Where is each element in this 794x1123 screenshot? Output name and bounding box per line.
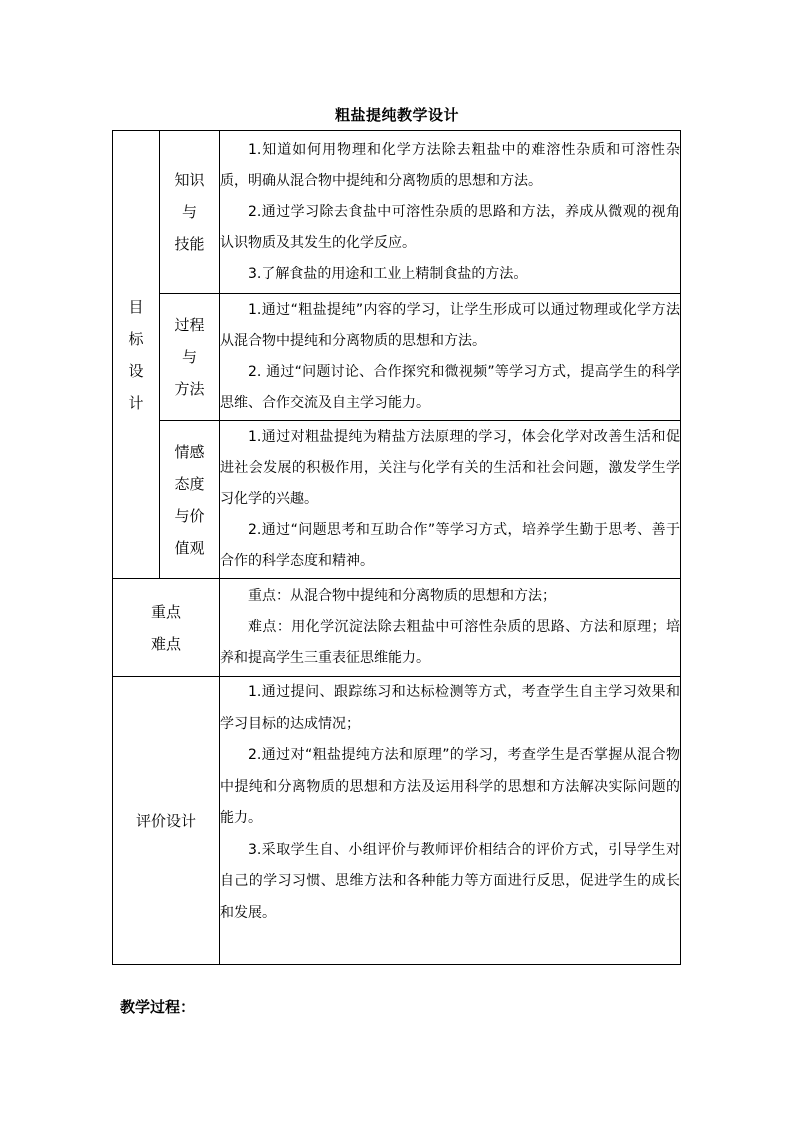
label-line: 态度 xyxy=(174,474,205,493)
goal-label-char: 目 xyxy=(128,297,144,316)
label-line: 过程 xyxy=(174,316,205,334)
knowledge-skills-label xyxy=(160,131,220,294)
paragraph: 1.通过“粗盐提纯”内容的学习，让学生形成可以通过物理或化学方法从混合物中提纯和分离物质的思想和方法。 xyxy=(220,302,680,349)
knowledge-skills-content xyxy=(220,131,681,294)
paragraph: 1.知道如何用物理和化学方法除去粗盐中的难溶性杂质和可溶性杂质，明确从混合物中提纯和分离物质的思想和方法。 xyxy=(220,141,680,189)
emotion-values-label xyxy=(160,421,220,579)
paragraph: 重点：从混合物中提纯和分离物质的思想和方法； xyxy=(248,588,556,604)
paragraph: 难点：用化学沉淀法除去粗盐中可溶性杂质的思路、方法和原理；培养和提高学生三重表征思维能力。 xyxy=(220,619,680,666)
label-line: 技能 xyxy=(174,235,205,253)
goal-label-char: 计 xyxy=(128,393,144,412)
process-method-content xyxy=(220,294,681,421)
paragraph: 3.采取学生自、小组评价与教师评价相结合的评价方式，引导学生对自己的学习习惯、思维方法和各种能力等方面进行反思，促进学生的成长和发展。 xyxy=(220,841,680,921)
paragraph: 2. 通过“问题讨论、合作探究和微视频”等学习方式，提高学生的科学思维、合作交流及自主学习能力。 xyxy=(220,364,680,411)
label-line: 知识 xyxy=(174,171,205,189)
paragraph: 1.通过对粗盐提纯为精盐方法原理的学习，体会化学对改善生活和促进社会发展的积极作用，关注与化学有关的生活和社会问题，激发学生学习化学的兴趣。 xyxy=(220,429,680,507)
evaluation-design-label: 评价设计 xyxy=(113,677,220,965)
document-title: 粗盐提纯教学设计 xyxy=(334,106,459,124)
paragraph: 2.通过学习除去食盐中可溶性杂质的思路和方法，养成从微观的视角认识物质及其发生的化学反应。 xyxy=(220,203,680,251)
label-line: 与 xyxy=(181,203,197,221)
paragraph: 2.通过对“粗盐提纯方法和原理”的学习，考查学生是否掌握从混合物中提纯和分离物质的思想和方法及运用科学的思想和方法解决实际问题的能力。 xyxy=(220,747,680,826)
teaching-design-table xyxy=(112,130,681,965)
key-difficult-points-label xyxy=(113,579,220,677)
process-method-label xyxy=(160,294,220,421)
paragraph: 1.通过提问、跟踪练习和达标检测等方式，考查学生自主学习效果和学习目标的达成情况； xyxy=(220,684,680,732)
key-difficult-points-content xyxy=(220,579,681,677)
emotion-values-content xyxy=(220,421,681,579)
goal-design-label xyxy=(113,131,160,579)
label-line: 方法 xyxy=(174,380,205,398)
label-line: 与 xyxy=(181,348,197,366)
label-line: 重点 xyxy=(150,602,181,621)
label-line: 难点 xyxy=(150,634,181,653)
paragraph: 2.通过“问题思考和互助合作”等学习方式，培养学生勤于思考、善于合作的科学态度和精神。 xyxy=(220,522,680,569)
paragraph: 3.了解食盐的用途和工业上精制食盐的方法。 xyxy=(248,265,528,282)
label-line: 情感 xyxy=(174,442,205,461)
goal-label-char: 设 xyxy=(128,361,144,380)
label-line: 与价 xyxy=(174,506,205,525)
goal-label-char: 标 xyxy=(128,329,144,348)
teaching-process-heading: 教学过程： xyxy=(120,998,196,1016)
evaluation-design-content xyxy=(220,677,681,965)
label-line: 值观 xyxy=(174,538,205,557)
